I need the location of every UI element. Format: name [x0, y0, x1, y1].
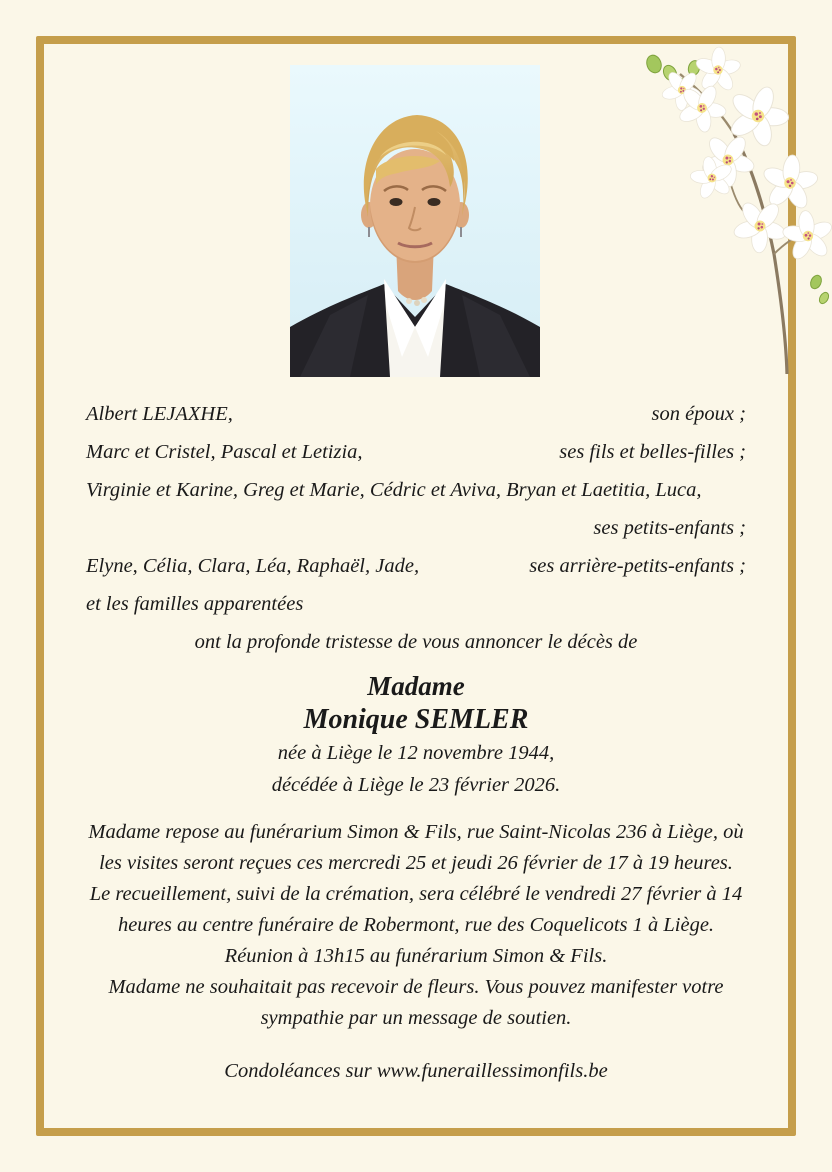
family-names: Virginie et Karine, Greg et Marie, Cédric et Aviva, Bryan et Laetitia, Luca,	[86, 479, 702, 501]
family-names: Albert LEJAXHE,	[86, 403, 233, 425]
orchid-illustration	[636, 46, 832, 380]
family-line-great-grandchildren	[86, 547, 746, 585]
ceremony-paragraph: Le recueillement, suivi de la crémation, sera célébré le vendredi 27 février à 14 heures au centre funéraire de Robermont, rue des Coquelicots 1 à Liège.	[89, 883, 743, 936]
death-line: décédée à Liège le 23 février 2026.	[271, 774, 561, 796]
condolences-line: Condoléances sur www.funeraillessimonfils.be	[224, 1060, 608, 1082]
family-relation: son époux ;	[651, 403, 746, 425]
family-names: Marc et Cristel, Pascal et Letizia,	[86, 441, 363, 463]
family-line-children	[86, 433, 746, 471]
family-line-related-families	[86, 585, 746, 623]
deceased-title: Madame	[367, 671, 465, 701]
meeting-paragraph: Réunion à 13h15 au funérarium Simon & Fils.	[224, 945, 608, 967]
family-names: et les familles apparentées	[86, 593, 304, 615]
funeral-details	[82, 817, 750, 1034]
family-relation: ses arrière-petits-enfants ;	[529, 555, 746, 577]
family-relation: ses fils et belles-filles ;	[559, 441, 746, 463]
birth-line: née à Liège le 12 novembre 1944,	[277, 742, 555, 764]
announcement-line: ont la profonde tristesse de vous annoncer le décès de	[194, 631, 638, 653]
family-relation: ses petits-enfants ;	[593, 517, 746, 539]
deceased-block	[44, 669, 788, 801]
family-list	[86, 395, 746, 623]
family-line-grandchildren	[86, 471, 746, 547]
flowers-paragraph: Madame ne souhaitait pas recevoir de fleurs. Vous pouvez manifester votre sympathie par un message de soutien.	[108, 976, 724, 1029]
family-names: Elyne, Célia, Clara, Léa, Raphaël, Jade,	[86, 555, 420, 577]
visitation-paragraph: Madame repose au funérarium Simon & Fils, rue Saint-Nicolas 236 à Liège, où les visites seront reçues ces mercredi 25 et jeudi 26 février de 17 à 19 heures.	[88, 821, 744, 874]
family-line-spouse	[86, 395, 746, 433]
deceased-name: Monique SEMLER	[303, 704, 529, 735]
